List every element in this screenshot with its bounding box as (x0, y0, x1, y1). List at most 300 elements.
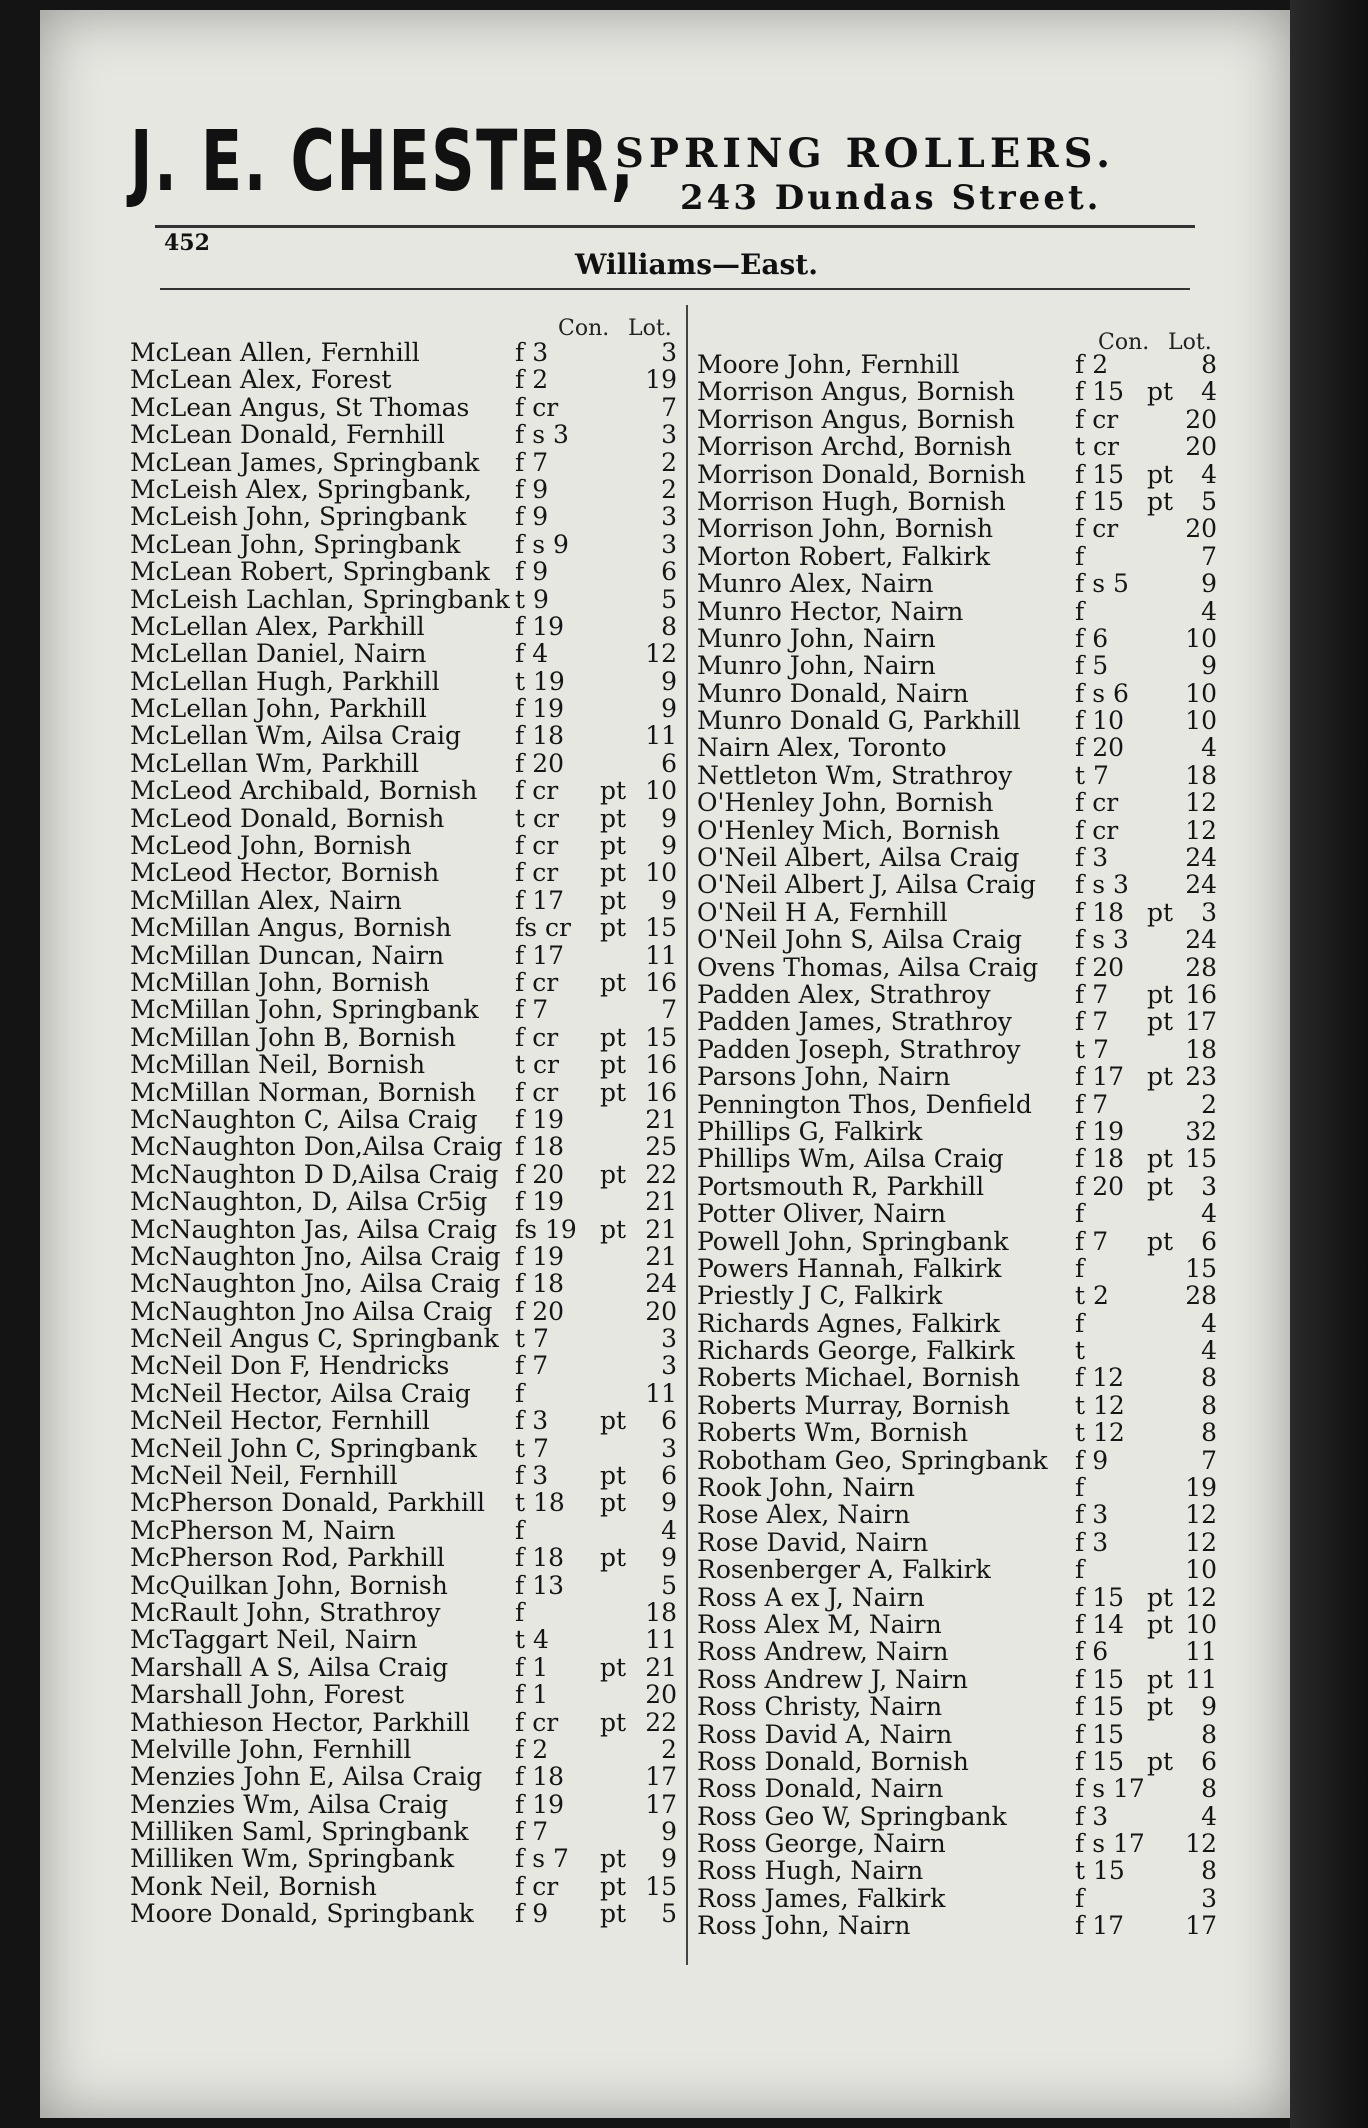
entry-lot: 3 (661, 338, 677, 367)
entry-lot: 16 (645, 967, 677, 997)
entry-lot: 4 (1201, 596, 1217, 626)
directory-entry (697, 1583, 1217, 1610)
entry-name: McRault John, Strathroy (130, 1597, 441, 1627)
directory-entry (130, 1461, 680, 1491)
entry-part: pt (600, 1844, 627, 1874)
entry-lot: 20 (645, 1296, 677, 1326)
entry-concession: t 7 (515, 1433, 549, 1463)
entry-part: pt (600, 1899, 627, 1929)
entry-lot: 18 (1185, 760, 1217, 790)
entry-concession: f 18 (1075, 897, 1125, 927)
entry-concession: f 7 (1075, 979, 1109, 1009)
entry-lot: 5 (1201, 486, 1217, 516)
entry-lot: 11 (1185, 1664, 1217, 1694)
entry-lot: 18 (645, 1597, 677, 1627)
directory-entry (697, 487, 1217, 514)
entry-lot: 22 (645, 1159, 677, 1189)
entry-name: Munro John, Nairn (697, 623, 936, 653)
entry-name: O'Neil H A, Fernhill (697, 897, 948, 927)
entry-lot: 11 (645, 1625, 677, 1655)
directory-entry (130, 667, 680, 694)
entry-concession: f 9 (515, 557, 549, 587)
entry-concession: f 19 (515, 1104, 565, 1134)
entry-concession: f 15 (1075, 1746, 1125, 1776)
entry-concession: f 15 (1075, 1692, 1125, 1722)
entry-concession: f 15 (1075, 1582, 1125, 1612)
directory-entry (697, 816, 1217, 843)
entry-name: Powers Hannah, Falkirk (697, 1253, 1002, 1283)
entry-lot: 11 (645, 940, 677, 970)
entry-lot: 9 (661, 666, 677, 696)
entry-concession: f cr (515, 831, 559, 861)
entry-concession: f 20 (1075, 1171, 1125, 1201)
directory-entry (130, 1653, 680, 1680)
entry-part: pt (600, 803, 627, 833)
entry-name: Moore Donald, Springbank (130, 1899, 474, 1929)
entry-lot: 8 (1201, 1418, 1217, 1448)
entry-concession: f s 6 (1075, 678, 1129, 708)
directory-entry (697, 460, 1217, 487)
directory-entry (130, 1872, 680, 1899)
entry-name: Rose David, Nairn (697, 1527, 929, 1557)
entry-lot: 8 (1201, 350, 1217, 379)
entry-name: McNaughton D D,Ailsa Craig (130, 1159, 499, 1189)
directory-entry (697, 1007, 1217, 1037)
entry-lot: 4 (1201, 377, 1217, 407)
directory-entry (130, 338, 680, 365)
entry-concession: f cr (1075, 514, 1119, 544)
entry-lot: 12 (1185, 1829, 1217, 1859)
directory-entry (130, 1762, 680, 1792)
entry-concession: f cr (515, 1871, 559, 1901)
directory-entry (130, 968, 680, 995)
directory-entry (697, 1035, 1217, 1062)
entry-lot: 21 (645, 1187, 677, 1217)
directory-entry (697, 569, 1217, 599)
entry-lot: 12 (645, 639, 677, 669)
entry-concession: f 17 (515, 940, 565, 970)
entry-name: Munro John, Nairn (697, 651, 936, 681)
entry-lot: 15 (645, 913, 677, 943)
entry-concession: f cr (515, 1077, 559, 1107)
entry-lot: 16 (645, 1077, 677, 1107)
entry-lot: 22 (645, 1707, 677, 1737)
entry-concession: f 4 (515, 639, 549, 669)
directory-entry (697, 1610, 1217, 1637)
entry-name: McPherson Donald, Parkhill (130, 1488, 485, 1518)
directory-entry (697, 1473, 1217, 1503)
entry-concession: f s 17 (1075, 1774, 1145, 1804)
entry-lot: 10 (645, 776, 677, 806)
entry-lot: 19 (1185, 1473, 1217, 1503)
entry-name: Ross Geo W, Springbank (697, 1801, 1007, 1831)
entry-lot: 7 (1201, 1445, 1217, 1475)
directory-entry (697, 1856, 1217, 1886)
directory-entry (697, 1227, 1217, 1254)
entry-part: pt (600, 1707, 627, 1737)
entry-part: pt (1147, 979, 1174, 1009)
entry-concession: f cr (515, 392, 559, 422)
directory-entry (130, 804, 680, 831)
entry-lot: 24 (1185, 870, 1217, 900)
entry-concession: f 19 (515, 1241, 565, 1271)
directory-entry (697, 1117, 1217, 1144)
entry-name: Melville John, Fernhill (130, 1734, 412, 1764)
entry-part: pt (1147, 1664, 1174, 1694)
entry-lot: 6 (1201, 1226, 1217, 1256)
entry-concession: t 12 (1075, 1418, 1125, 1448)
header-rule-bottom (160, 288, 1190, 290)
directory-entry (697, 1829, 1217, 1859)
entry-lot: 6 (661, 557, 677, 587)
entry-name: Milliken Wm, Springbank (130, 1844, 455, 1874)
entry-lot: 24 (1185, 843, 1217, 873)
directory-entry (130, 1680, 680, 1710)
entry-lot: 2 (661, 1734, 677, 1764)
directory-entry (697, 1172, 1217, 1199)
entry-concession: f s 7 (515, 1844, 569, 1874)
entry-name: Milliken Saml, Springbank (130, 1817, 469, 1847)
entry-concession: t (1075, 1336, 1086, 1366)
entry-name: McLellan Alex, Parkhill (130, 611, 425, 641)
directory-entry (697, 1446, 1217, 1473)
entry-name: McLellan Daniel, Nairn (130, 639, 427, 669)
directory-entry (130, 1571, 680, 1598)
entry-lot: 10 (645, 858, 677, 888)
entry-name: Parsons John, Nairn (697, 1062, 951, 1092)
entry-name: McLean Robert, Springbank (130, 557, 490, 587)
entry-part: pt (600, 1077, 627, 1107)
directory-entry (697, 542, 1217, 569)
directory-entry (130, 502, 680, 532)
entry-name: Roberts Murray, Bornish (697, 1390, 1011, 1420)
entry-lot: 20 (645, 1680, 677, 1710)
entry-part: pt (1147, 459, 1174, 489)
entry-name: McNaughton C, Ailsa Craig (130, 1104, 478, 1134)
directory-entry (130, 831, 680, 861)
entry-name: McNeil John C, Springbank (130, 1433, 477, 1463)
entry-name: Ross Donald, Bornish (697, 1746, 969, 1776)
entry-lot: 12 (1185, 1582, 1217, 1612)
entry-concession: f cr (1075, 404, 1119, 434)
directory-entry (130, 1817, 680, 1847)
directory-entry (130, 475, 680, 502)
directory-entry (130, 393, 680, 420)
directory-entry (130, 1132, 680, 1162)
directory-entry (697, 1637, 1217, 1667)
entry-name: Ovens Thomas, Ailsa Craig (697, 952, 1039, 982)
entry-name: McLean Angus, St Thomas (130, 392, 470, 422)
entry-lot: 3 (661, 1433, 677, 1463)
entry-lot: 8 (1201, 1363, 1217, 1393)
entry-lot: 7 (661, 995, 677, 1025)
entry-concession: f s 3 (1075, 925, 1129, 955)
directory-entry (130, 995, 680, 1025)
directory-entry (697, 651, 1217, 681)
entry-lot: 2 (661, 447, 677, 477)
entry-lot: 5 (661, 584, 677, 614)
entry-part: pt (600, 858, 627, 888)
entry-lot: 11 (645, 721, 677, 751)
entry-concession: f 15 (1075, 377, 1125, 407)
directory-entry (130, 1023, 680, 1050)
entry-part: pt (600, 1406, 627, 1436)
entry-lot: 2 (661, 474, 677, 504)
directory-entry (130, 1516, 680, 1543)
entry-name: Nairn Alex, Toronto (697, 733, 947, 763)
entry-name: O'Neil John S, Ailsa Craig (697, 925, 1023, 955)
entry-concession: f 18 (515, 721, 565, 751)
entry-name: McLean James, Springbank (130, 447, 480, 477)
entry-concession: f 20 (515, 1296, 565, 1326)
entry-name: McMillan Alex, Nairn (130, 885, 402, 915)
directory-entry (697, 1747, 1217, 1774)
page-edge-shadow (1290, 0, 1368, 2128)
entry-name: Munro Alex, Nairn (697, 569, 934, 599)
directory-entry (130, 1625, 680, 1655)
entry-part: pt (600, 776, 627, 806)
entry-concession: f 18 (515, 1543, 565, 1573)
entry-concession: f 6 (1075, 1637, 1109, 1667)
entry-concession: t cr (1075, 432, 1119, 462)
entry-part: pt (1147, 1609, 1174, 1639)
entry-part: pt (1147, 1144, 1174, 1174)
directory-entry (697, 1911, 1217, 1941)
entry-part: pt (600, 1159, 627, 1189)
directory-entry (130, 1899, 680, 1929)
entry-part: pt (600, 1488, 627, 1518)
directory-entry (130, 1351, 680, 1381)
entry-lot: 6 (661, 748, 677, 778)
entry-name: McLean John, Springbank (130, 529, 461, 559)
directory-entry (130, 1406, 680, 1436)
entry-name: Ross Donald, Nairn (697, 1774, 944, 1804)
entry-lot: 3 (1201, 1171, 1217, 1201)
entry-lot: 8 (1201, 1719, 1217, 1749)
entry-part: pt (600, 1543, 627, 1573)
left-lot-header: Lot. (628, 316, 672, 341)
entry-lot: 15 (645, 1022, 677, 1052)
entry-lot: 3 (661, 420, 677, 450)
entry-concession: f 1 (515, 1680, 549, 1710)
entry-concession: f 3 (515, 1461, 549, 1491)
entry-concession: f 20 (515, 748, 565, 778)
directory-entry (697, 1144, 1217, 1174)
entry-concession: f s 3 (1075, 870, 1129, 900)
entry-lot: 10 (1185, 678, 1217, 708)
entry-lot: 9 (661, 1543, 677, 1573)
entry-name: Powell John, Springbank (697, 1226, 1009, 1256)
entry-concession: f 14 (1075, 1609, 1125, 1639)
entry-lot: 9 (661, 1488, 677, 1518)
entry-name: McMillan Duncan, Nairn (130, 940, 445, 970)
directory-entry (697, 870, 1217, 900)
entry-lot: 5 (661, 1899, 677, 1929)
entry-name: McNeil Neil, Fernhill (130, 1461, 398, 1491)
entry-name: O'Neil Albert, Ailsa Craig (697, 843, 1020, 873)
entry-name: Nettleton Wm, Strathroy (697, 760, 1013, 790)
directory-entry (130, 1379, 680, 1406)
entry-concession: fs 19 (515, 1214, 577, 1244)
entry-name: Morrison John, Bornish (697, 514, 994, 544)
entry-name: Portsmouth R, Parkhill (697, 1171, 985, 1201)
right-con-header: Con. (1098, 330, 1150, 355)
entry-name: McPherson Rod, Parkhill (130, 1543, 445, 1573)
entry-lot: 19 (645, 365, 677, 395)
directory-entry (130, 1543, 680, 1573)
entry-concession: f (1075, 1555, 1085, 1585)
entry-concession: f 15 (1075, 486, 1125, 516)
entry-lot: 10 (1185, 623, 1217, 653)
directory-entry (130, 448, 680, 475)
entry-concession: f 3 (515, 1406, 549, 1436)
entry-lot: 9 (661, 1817, 677, 1847)
entry-name: Mathieson Hector, Parkhill (130, 1707, 470, 1737)
entry-concession: f 7 (515, 995, 549, 1025)
header-rule-top (155, 225, 1195, 228)
directory-entry (130, 1187, 680, 1217)
entry-lot: 9 (661, 885, 677, 915)
entry-lot: 15 (1185, 1144, 1217, 1174)
entry-concession: f 3 (1075, 1801, 1109, 1831)
entry-lot: 12 (1185, 1527, 1217, 1557)
directory-entry (130, 585, 680, 612)
entry-name: Ross Alex M, Nairn (697, 1609, 942, 1639)
entry-lot: 7 (1201, 541, 1217, 571)
directory-entry (130, 776, 680, 806)
entry-concession: t 15 (1075, 1856, 1125, 1886)
page-number: 452 (164, 230, 210, 256)
directory-entry (130, 941, 680, 968)
entry-concession: f (515, 1597, 525, 1627)
entry-name: McLellan John, Parkhill (130, 694, 427, 724)
entry-lot: 32 (1185, 1116, 1217, 1146)
entry-lot: 4 (1201, 1336, 1217, 1366)
entry-name: Monk Neil, Bornish (130, 1871, 377, 1901)
entry-concession: f 2 (515, 1734, 549, 1764)
directory-entry (130, 1160, 680, 1187)
directory-entry (697, 514, 1217, 544)
entry-concession: f 15 (1075, 1664, 1125, 1694)
entry-lot: 11 (1185, 1637, 1217, 1667)
entry-concession: f 7 (515, 1817, 549, 1847)
entry-lot: 25 (645, 1132, 677, 1162)
entry-concession: f 7 (1075, 1007, 1109, 1037)
entry-name: McQuilkan John, Bornish (130, 1570, 448, 1600)
entry-name: Munro Donald, Nairn (697, 678, 969, 708)
entry-lot: 6 (661, 1461, 677, 1491)
entry-name: Potter Oliver, Nairn (697, 1199, 946, 1229)
entry-lot: 4 (1201, 1199, 1217, 1229)
directory-entry (697, 1528, 1217, 1555)
entry-name: McLellan Hugh, Parkhill (130, 666, 440, 696)
directory-entry (697, 405, 1217, 432)
entry-lot: 8 (1201, 1774, 1217, 1804)
entry-part: pt (600, 1461, 627, 1491)
directory-entry (697, 1774, 1217, 1804)
directory-entry (130, 1269, 680, 1299)
entry-name: Moore John, Fernhill (697, 350, 960, 379)
directory-entry (130, 721, 680, 751)
entry-name: Ross Andrew, Nairn (697, 1637, 949, 1667)
entry-lot: 3 (661, 1324, 677, 1354)
entry-name: Morton Robert, Falkirk (697, 541, 991, 571)
entry-name: McLean Donald, Fernhill (130, 420, 445, 450)
directory-entry (130, 1050, 680, 1080)
entry-concession: f s 17 (1075, 1829, 1145, 1859)
entry-name: Morrison Hugh, Bornish (697, 486, 1006, 516)
entry-lot: 12 (1185, 788, 1217, 818)
entry-concession: f 3 (515, 338, 549, 367)
entry-name: Ross A ex J, Nairn (697, 1582, 925, 1612)
directory-entry (697, 1802, 1217, 1829)
entry-concession: f 9 (515, 474, 549, 504)
entry-lot: 9 (661, 1844, 677, 1874)
directory-entry (697, 843, 1217, 873)
entry-concession: f 18 (1075, 1144, 1125, 1174)
entry-concession: f 19 (515, 611, 565, 641)
entry-lot: 4 (1201, 1801, 1217, 1831)
entry-lot: 17 (645, 1789, 677, 1819)
entry-concession: t 7 (1075, 1034, 1109, 1064)
entry-concession: f 1 (515, 1652, 549, 1682)
entry-concession: f 9 (1075, 1445, 1109, 1475)
entry-lot: 21 (645, 1104, 677, 1134)
entry-lot: 9 (1201, 569, 1217, 599)
entry-concession: f 10 (1075, 706, 1125, 736)
entry-concession: f (515, 1515, 525, 1545)
entry-concession: f 19 (515, 1789, 565, 1819)
entry-part: pt (1147, 486, 1174, 516)
entry-name: Morrison Archd, Bornish (697, 432, 1012, 462)
entry-lot: 3 (661, 1351, 677, 1381)
entry-concession: f (1075, 1473, 1085, 1503)
entry-concession: f 19 (515, 1187, 565, 1217)
entry-part: pt (600, 1050, 627, 1080)
entry-name: McMillan John, Springbank (130, 995, 479, 1025)
entry-concession: f 18 (515, 1269, 565, 1299)
directory-entry (130, 1297, 680, 1324)
entry-lot: 8 (1201, 1390, 1217, 1420)
entry-name: McLellan Wm, Ailsa Craig (130, 721, 461, 751)
entry-name: Roberts Michael, Bornish (697, 1363, 1021, 1393)
entry-concession: f 17 (1075, 1911, 1125, 1941)
directory-entry (130, 1105, 680, 1132)
entry-lot: 18 (1185, 1034, 1217, 1064)
directory-entry (697, 1281, 1217, 1311)
entry-name: Morrison Angus, Bornish (697, 404, 1015, 434)
directory-entry (130, 1078, 680, 1105)
directory-entry (697, 1062, 1217, 1092)
entry-lot: 21 (645, 1241, 677, 1271)
entry-part: pt (600, 967, 627, 997)
entry-lot: 9 (1201, 1692, 1217, 1722)
left-entry-column (130, 338, 680, 1927)
entry-name: McLeod Hector, Bornish (130, 858, 440, 888)
entry-name: McNeil Don F, Hendricks (130, 1351, 450, 1381)
entry-lot: 8 (1201, 1856, 1217, 1886)
entry-concession: f (1075, 1308, 1085, 1338)
directory-entry (130, 1434, 680, 1461)
entry-name: Menzies Wm, Ailsa Craig (130, 1789, 449, 1819)
entry-lot: 9 (661, 831, 677, 861)
entry-lot: 10 (1185, 1555, 1217, 1585)
entry-name: Munro Donald G, Parkhill (697, 706, 1021, 736)
directory-entry (697, 1884, 1217, 1911)
entry-name: O'Neil Albert J, Ailsa Craig (697, 870, 1036, 900)
advertiser-name: J. E. CHESTER, (130, 112, 636, 210)
entry-part: pt (600, 1652, 627, 1682)
